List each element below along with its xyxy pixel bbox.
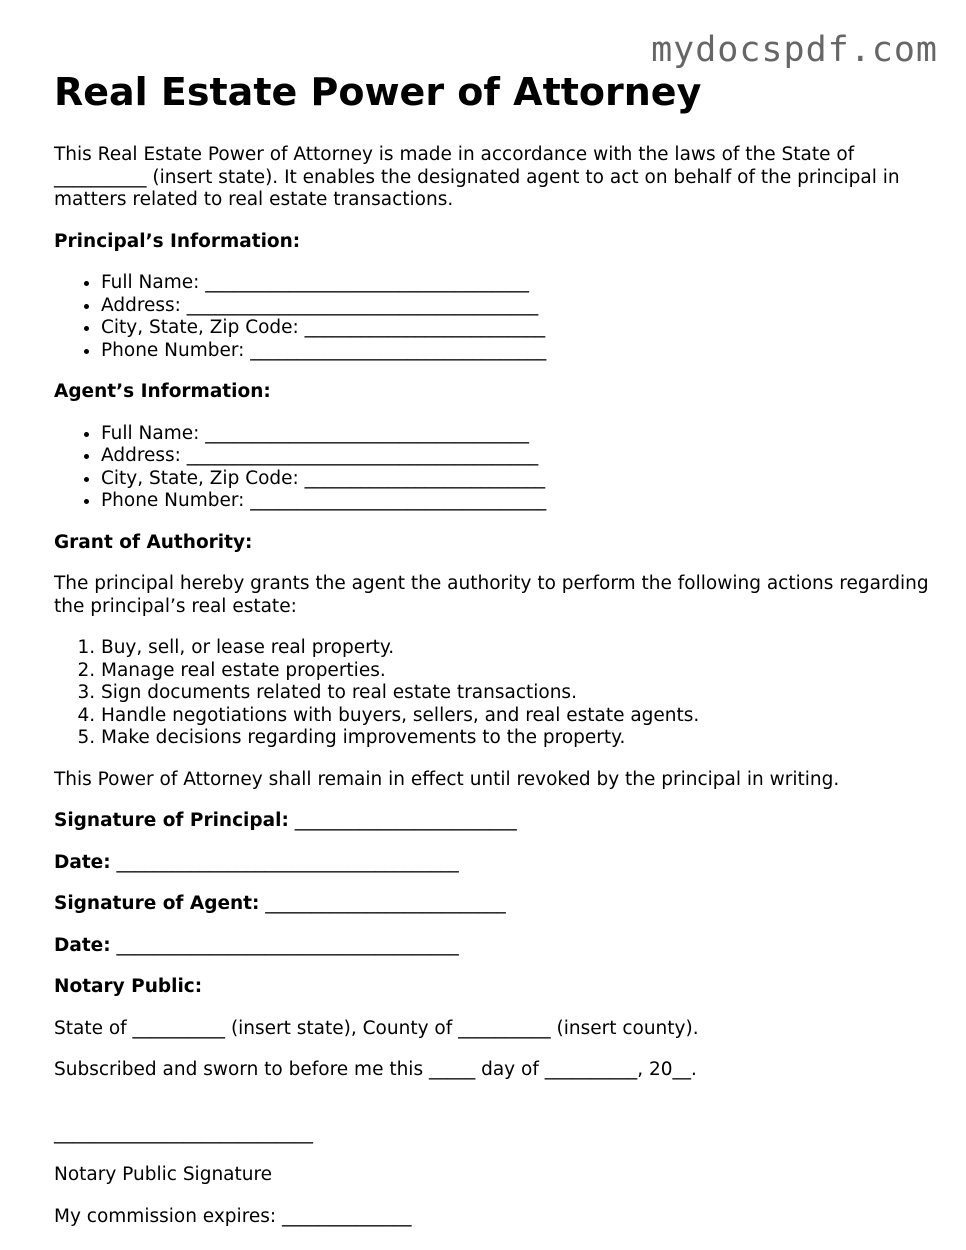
- principal-fields: [54, 272, 934, 362]
- date-line: _____________________________________: [116, 851, 459, 873]
- spacer: [54, 1101, 934, 1123]
- agent-address: • Address: ______________________________________: [101, 445, 934, 468]
- effect-statement: This Power of Attorney shall remain in effect until revoked by the principal in writing.: [54, 768, 840, 790]
- notary-state-county: State of __________ (insert state), County of __________ (insert county).: [54, 1017, 699, 1039]
- grant-text: The principal hereby grants the agent the authority to perform the following actions regarding the principal’s real estate:: [54, 573, 929, 617]
- agent-signature-label: Signature of Agent:: [54, 893, 260, 914]
- grant-heading: Grant of Authority:: [54, 531, 253, 553]
- grant-action: 5. Make decisions regarding improvements to the property.: [101, 727, 934, 750]
- principal-signature-line: ________________________: [294, 810, 517, 831]
- date-line: _____________________________________: [116, 934, 459, 956]
- grant-action: 4. Handle negotiations with buyers, sellers, and real estate agents.: [101, 705, 934, 728]
- notary-commission: My commission expires: ______________: [54, 1205, 412, 1227]
- date-label: Date:: [54, 851, 111, 873]
- grant-action: 3. Sign documents related to real estate transactions.: [101, 682, 934, 705]
- grant-action: 2. Manage real estate properties.: [101, 660, 934, 683]
- agent-city-state-zip: • City, State, Zip Code: __________________________: [101, 468, 934, 491]
- notary-signature-line: ____________________________: [54, 1122, 313, 1144]
- agent-signature-row: [54, 893, 934, 916]
- principal-phone: • Phone Number: ________________________________: [101, 340, 934, 363]
- watermark: mydocspdf.com: [651, 30, 938, 70]
- document-page: [54, 66, 934, 1247]
- grant-actions: [54, 637, 934, 750]
- agent-signature-line: __________________________: [265, 893, 506, 914]
- principal-signature-row: [54, 810, 934, 833]
- page-title: Real Estate Power of Attorney: [54, 70, 702, 114]
- date-row-agent: [54, 935, 934, 958]
- agent-fields: [54, 423, 934, 513]
- agent-phone: • Phone Number: ________________________________: [101, 490, 934, 513]
- principal-heading: Principal’s Information:: [54, 230, 301, 252]
- principal-full-name: • Full Name: ___________________________________: [101, 272, 934, 295]
- date-label: Date:: [54, 934, 111, 956]
- principal-address: • Address: ______________________________________: [101, 295, 934, 318]
- agent-heading: Agent’s Information:: [54, 381, 271, 402]
- grant-action: 1. Buy, sell, or lease real property.: [101, 637, 934, 660]
- notary-sworn: Subscribed and sworn to before me this _____ day of __________, 20__.: [54, 1059, 697, 1080]
- date-row-principal: [54, 852, 934, 875]
- intro-paragraph: This Real Estate Power of Attorney is made in accordance with the laws of the State of __________ (insert state). It enables the designated agent to act on behalf of the principal in matters related to real estate transactions.: [54, 144, 900, 210]
- principal-city-state-zip: • City, State, Zip Code: __________________________: [101, 317, 934, 340]
- notary-heading: Notary Public:: [54, 976, 203, 997]
- principal-signature-label: Signature of Principal:: [54, 810, 289, 831]
- agent-full-name: • Full Name: ___________________________________: [101, 423, 934, 446]
- notary-signature-caption: Notary Public Signature: [54, 1164, 273, 1185]
